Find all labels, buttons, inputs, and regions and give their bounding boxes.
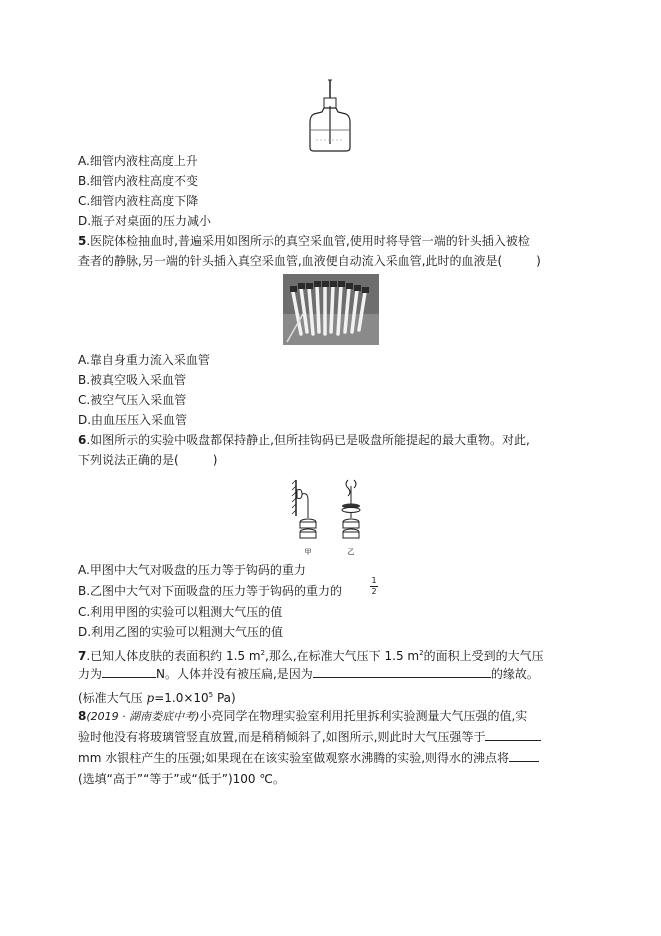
q6-text-2: 下列说法正确的是( <box>78 453 179 467</box>
q7-text-3b: =1.0×10 <box>154 691 209 705</box>
q8-line1 <box>78 708 527 725</box>
q8-text-3: mm 水银柱产生的压强;如果现在在该实验室做观察水沸腾的实验,则得水的沸点将 <box>78 751 510 765</box>
q7-line3 <box>78 687 236 706</box>
q8-text-2: 验时他没有将玻璃管竖直放置,而是稍稍倾斜了,如图所示,则此时大气压强等于 <box>78 730 486 744</box>
q7-sup-3: 5 <box>208 691 214 699</box>
q8-source: (2019 · 湖南娄底中考) <box>86 710 200 723</box>
q8-line2 <box>78 729 541 745</box>
frac-numerator: 1 <box>371 576 377 585</box>
fig-label-yi: 乙 <box>347 548 355 556</box>
q7-sup-1: 2 <box>260 649 266 657</box>
q7-text-1c: 的面积上受到的大气压 <box>423 649 544 663</box>
q7-text-3c: Pa) <box>213 691 236 705</box>
q8-line3 <box>78 750 539 766</box>
q6-option-d: D.利用乙图的实验可以粗测大气压的值 <box>78 625 284 639</box>
q5-paren-close: ) <box>536 254 541 268</box>
q7-text-1a: .已知人体皮肤的表面积约 1.5 m <box>86 649 261 663</box>
q4-option-d: D.瓶子对桌面的压力减小 <box>78 214 212 228</box>
frac-denominator: 2 <box>371 587 377 596</box>
q7-line2 <box>78 666 539 682</box>
q8-blank-boiling[interactable] <box>509 750 539 762</box>
q7-blank-reason[interactable] <box>313 666 491 678</box>
q8-line4: (选填“高于”“等于”或“低于”)100 ℃。 <box>78 772 285 786</box>
q7-blank-force[interactable] <box>102 666 156 678</box>
q8-number: 8 <box>78 709 87 723</box>
q5-text-2: 查者的静脉,另一端的针头插入真空采血管,血液便自动流入采血管,此时的血液是( <box>78 254 503 268</box>
q6-fraction <box>370 577 378 596</box>
blood-tubes-photo <box>283 274 379 345</box>
q5-number: 5 <box>78 234 87 248</box>
fig-label-jia: 甲 <box>304 548 312 556</box>
q7-text-2b: N。人体并没有被压扁,是因为 <box>156 667 313 681</box>
q6-number: 6 <box>78 433 87 447</box>
q4-option-c: C.细管内液柱高度下降 <box>78 194 199 208</box>
q6-option-c: C.利用甲图的实验可以粗测大气压的值 <box>78 605 283 619</box>
q7-number: 7 <box>78 649 87 663</box>
q6-option-b: B.乙图中大气对下面吸盘的压力等于钩码的重力的 <box>78 584 343 598</box>
q6-stem-line2 <box>78 452 217 468</box>
suction-cup-figure <box>288 478 376 558</box>
q8-blank-pressure[interactable] <box>485 729 541 741</box>
q5-option-d: D.由血压压入采血管 <box>78 413 188 427</box>
q7-pressure-symbol: p <box>146 691 155 705</box>
q7-text-3a: (标准大气压 <box>78 691 147 705</box>
bottle-tube-figure <box>300 78 360 154</box>
q7-text-2a: 力为 <box>78 667 103 681</box>
q5-option-a: A.靠自身重力流入采血管 <box>78 353 210 367</box>
q5-stem-line1 <box>78 233 530 249</box>
q5-text-1: .医院体检抽血时,普遍采用如图所示的真空采血管,使用时将导管一端的针头插入被检 <box>86 234 530 248</box>
q5-option-b: B.被真空吸入采血管 <box>78 373 187 387</box>
q5-stem-line2 <box>78 253 541 269</box>
q7-text-2c: 的缘故。 <box>490 667 539 681</box>
q7-text-1b: ,那么,在标准大气压下 1.5 m <box>265 649 420 663</box>
q8-text-1: 小亮同学在物理实验室利用托里拆利实验测量大气压强的值,实 <box>199 709 528 723</box>
q6-stem-line1 <box>78 432 530 448</box>
q4-option-b: B.细管内液柱高度不变 <box>78 174 199 188</box>
q7-line1 <box>78 645 544 664</box>
q4-option-a: A.细管内液柱高度上升 <box>78 154 198 168</box>
q6-option-a: A.甲图中大气对吸盘的压力等于钩码的重力 <box>78 563 306 577</box>
q5-option-c: C.被空气压入采血管 <box>78 393 187 407</box>
q6-text-1: .如图所示的实验中吸盘都保持静止,但所挂钩码已是吸盘所能提起的最大重物。对此, <box>86 433 530 447</box>
q6-paren-close: ) <box>212 453 218 467</box>
q7-sup-2: 2 <box>419 649 424 657</box>
